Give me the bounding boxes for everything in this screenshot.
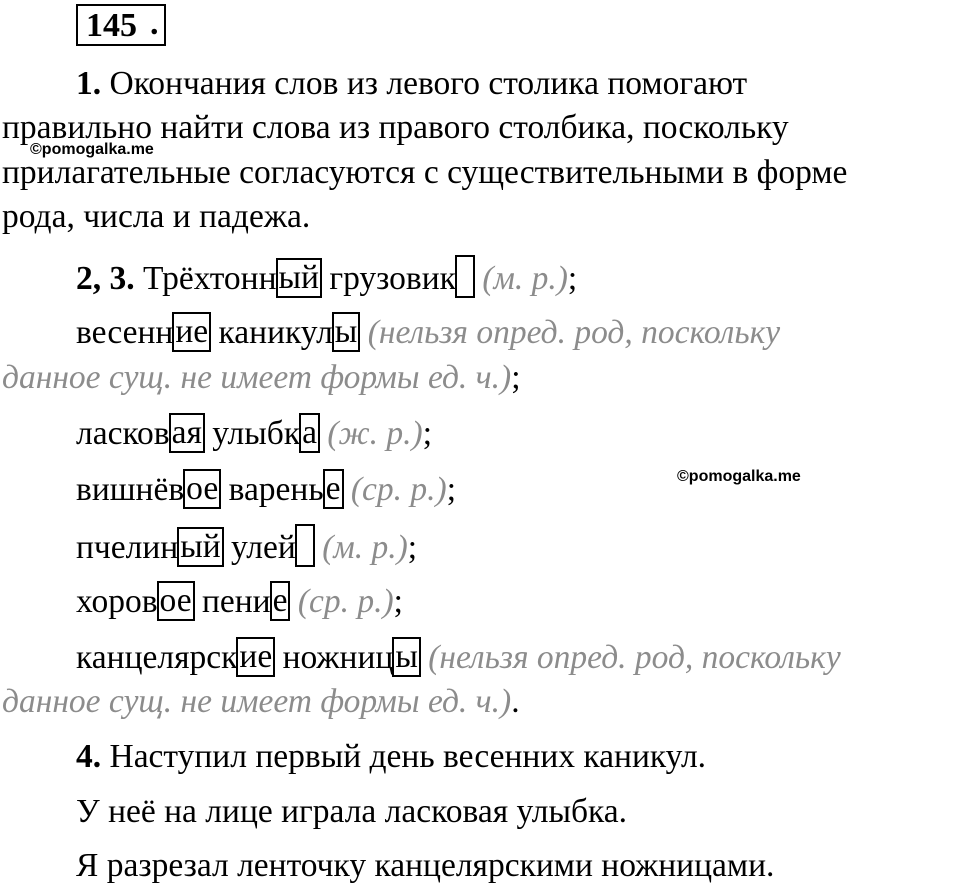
gender-note: (нельзя опред. род, поскольку bbox=[367, 314, 781, 351]
task4-sentence3: Я разрезал ленточку канцелярскими ножницами. bbox=[76, 847, 775, 884]
gender-note: (ж. р.) bbox=[327, 415, 423, 452]
task23-item-1: 2, 3. Трёхтонный грузовик (м. р.); bbox=[76, 255, 577, 301]
task23-item-6: хоровое пение (ср. р.); bbox=[76, 582, 403, 620]
ending-box: ый bbox=[177, 527, 223, 567]
gender-note: (м. р.) bbox=[322, 529, 408, 566]
ending-box: ое bbox=[183, 469, 221, 509]
ending-box: ая bbox=[169, 413, 205, 453]
task23-item-2: весенние каникулы (нельзя опред. род, поскольку bbox=[76, 313, 781, 351]
task23-item-7: канцелярские ножницы (нельзя опред. род, поскольку bbox=[76, 638, 841, 676]
gender-note: (м. р.) bbox=[482, 260, 568, 297]
gender-note-cont: данное сущ. не имеет формы ед. ч.) bbox=[2, 359, 512, 396]
exercise-number-dot: . bbox=[150, 5, 159, 42]
task23-item-4: вишнёвое варенье (ср. р.); bbox=[76, 470, 457, 508]
task23-item-3: ласковая улыбка (ж. р.); bbox=[76, 414, 433, 452]
watermark-middle: ©pomogalka.me bbox=[677, 468, 801, 485]
gender-note: (ср. р.) bbox=[350, 471, 447, 508]
ending-box: ы bbox=[332, 312, 361, 352]
ending-box: ие bbox=[236, 637, 275, 677]
gender-note: (нельзя опред. род, поскольку bbox=[428, 639, 841, 676]
task23-label: 2, 3. bbox=[76, 260, 135, 297]
ending-box: ое bbox=[157, 581, 195, 621]
ending-box: ы bbox=[392, 637, 421, 677]
task1-line3: прилагательные согласуются с существительными в форме bbox=[2, 154, 848, 191]
gender-note: (ср. р.) bbox=[297, 583, 394, 620]
ending-box: ый bbox=[276, 258, 322, 298]
task1-label: 1. bbox=[76, 65, 102, 102]
exercise-number: 145 bbox=[86, 7, 137, 44]
ending-box: е bbox=[270, 581, 291, 621]
ending-box: а bbox=[299, 413, 320, 453]
task23-item-2-cont: данное сущ. не имеет формы ед. ч.); bbox=[2, 359, 521, 396]
task4-sentence2: У неё на лице играла ласковая улыбка. bbox=[76, 793, 628, 830]
ending-box: ие bbox=[172, 312, 211, 352]
ending-box-empty bbox=[455, 255, 475, 298]
task23-item-5: пчелиный улей (м. р.); bbox=[76, 524, 417, 570]
ending-box: е bbox=[323, 469, 344, 509]
task1-line1 bbox=[76, 62, 747, 106]
task1-line2: правильно найти слова из правого столбика, поскольку bbox=[2, 109, 789, 146]
task4-line1 bbox=[76, 735, 706, 779]
watermark-top: ©pomogalka.me bbox=[30, 141, 154, 158]
task1-text1: Окончания слов из левого столика помогают bbox=[101, 65, 748, 102]
ending-box-empty bbox=[295, 524, 315, 567]
task1-line4: рода, числа и падежа. bbox=[2, 198, 311, 235]
task23-item-7-cont: данное сущ. не имеет формы ед. ч.). bbox=[2, 683, 520, 720]
gender-note-cont: данное сущ. не имеет формы ед. ч.) bbox=[2, 683, 512, 720]
task4-sentence1: Наступил первый день весенних каникул. bbox=[101, 738, 707, 775]
task4-label: 4. bbox=[76, 738, 102, 775]
